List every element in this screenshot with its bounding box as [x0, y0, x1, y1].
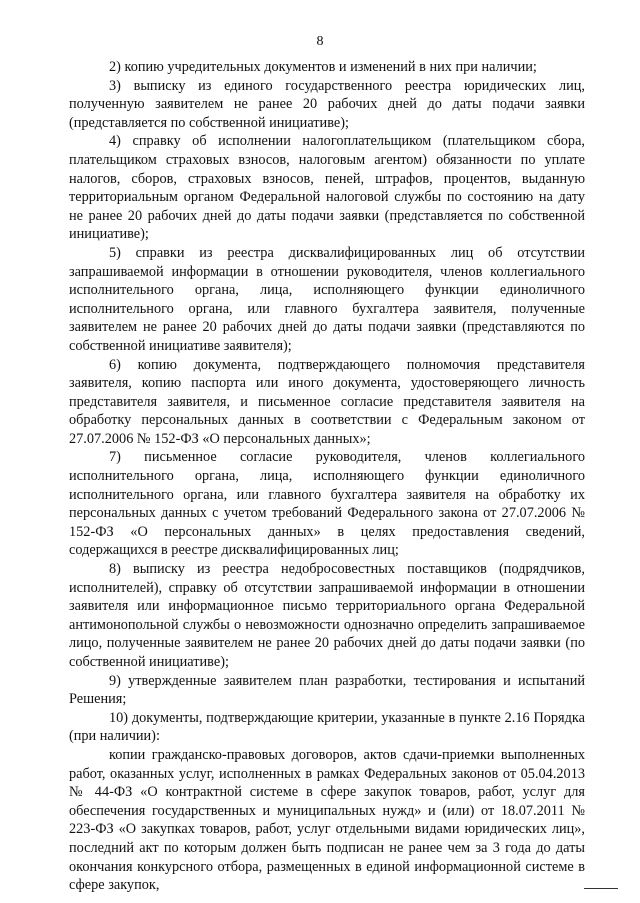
- paragraph-item-9: 9) утвержденные заявителем план разработки, тестирования и испытаний Решения;: [69, 672, 585, 708]
- paragraph-item-7: 7) письменное согласие руководителя, членов коллегиального исполнительного органа, лица, исполняющего функции единоличного исполнительного органа, или главного бухгалтера заявителя на обработку их персональных данных с учетом требований Федерального закона от 27.07.2006 № 152-ФЗ «О персональных данных» в целях предоставления сведений, содержащихся в реестре дисквалифицированных лиц;: [69, 449, 585, 559]
- paragraph-item-5: 5) справки из реестра дисквалифицированных лиц об отсутствии запрашиваемой информации в отношении руководителя, членов коллегиального исполнительного органа, лица, исполняющего функции единоличного исполнительного органа, или главного бухгалтера заявителя, полученные заявителем не ранее 20 рабочих дней до даты подачи заявки (представляются по собственной инициативе заявителя);: [69, 244, 585, 354]
- paragraph-item-2: 2) копию учредительных документов и изменений в них при наличии;: [109, 59, 537, 75]
- paragraph-item-10: 10) документы, подтверждающие критерии, указанные в пункте 2.16 Порядка (при наличии):: [69, 709, 585, 745]
- paragraph-contracts-copies: копии гражданско-правовых договоров, актов сдачи-приемки выполненных работ, оказанных услуг, исполненных в рамках Федеральных законов от 05.04.2013 № 44-ФЗ «О контрактной системе в сфере закупок товаров, работ, услуг для обеспечения государственных и муниципальных нужд» и (или) от 18.07.2011 № 223-ФЗ «О закупках товаров, работ, услуг отдельными видами юридических лиц», последний акт по которым должен быть подписан не ранее чем за 3 года до даты окончания конкурсного отбора, размещенных в единой информационной системе в сфере закупок,: [69, 746, 585, 894]
- corner-mark-line: [584, 888, 618, 889]
- paragraph-item-6: 6) копию документа, подтверждающего полномочия представителя заявителя, копию паспорта или иного документа, удостоверяющего личность представителя заявителя, и письменное согласие представителя заявителя на обработку персональных данных в соответствии с Федеральным законом от 27.07.2006 № 152-ФЗ «О персональных данных»;: [69, 356, 585, 447]
- paragraph-item-3: 3) выписку из единого государственного реестра юридических лиц, полученную заявителем не ранее 20 рабочих дней до даты подачи заявки (представляется по собственной инициативе);: [69, 77, 585, 131]
- paragraph-item-8: 8) выписку из реестра недобросовестных поставщиков (подрядчиков, исполнителей), справку об отсутствии запрашиваемой информации в отношении заявителя или информационное письмо территориального органа Федеральной антимонопольной службы о невозможности однозначно определить запрашиваемое лицо, полученные заявителем не ранее 20 рабочих дней до даты подачи заявки (по собственной инициативе);: [69, 561, 585, 670]
- paragraph-item-4: 4) справку об исполнении налогоплательщиком (плательщиком сбора, плательщиком страховых взносов, налоговым агентом) обязанности по уплате налогов, сборов, страховых взносов, пеней, штрафов, процентов, выданную территориальным органом Федеральной налоговой службы по состоянию на дату не ранее 20 рабочих дней до даты подачи заявки (представляется по собственной инициативе);: [69, 133, 585, 243]
- document-body: [69, 58, 585, 895]
- page-number: 8: [316, 34, 324, 49]
